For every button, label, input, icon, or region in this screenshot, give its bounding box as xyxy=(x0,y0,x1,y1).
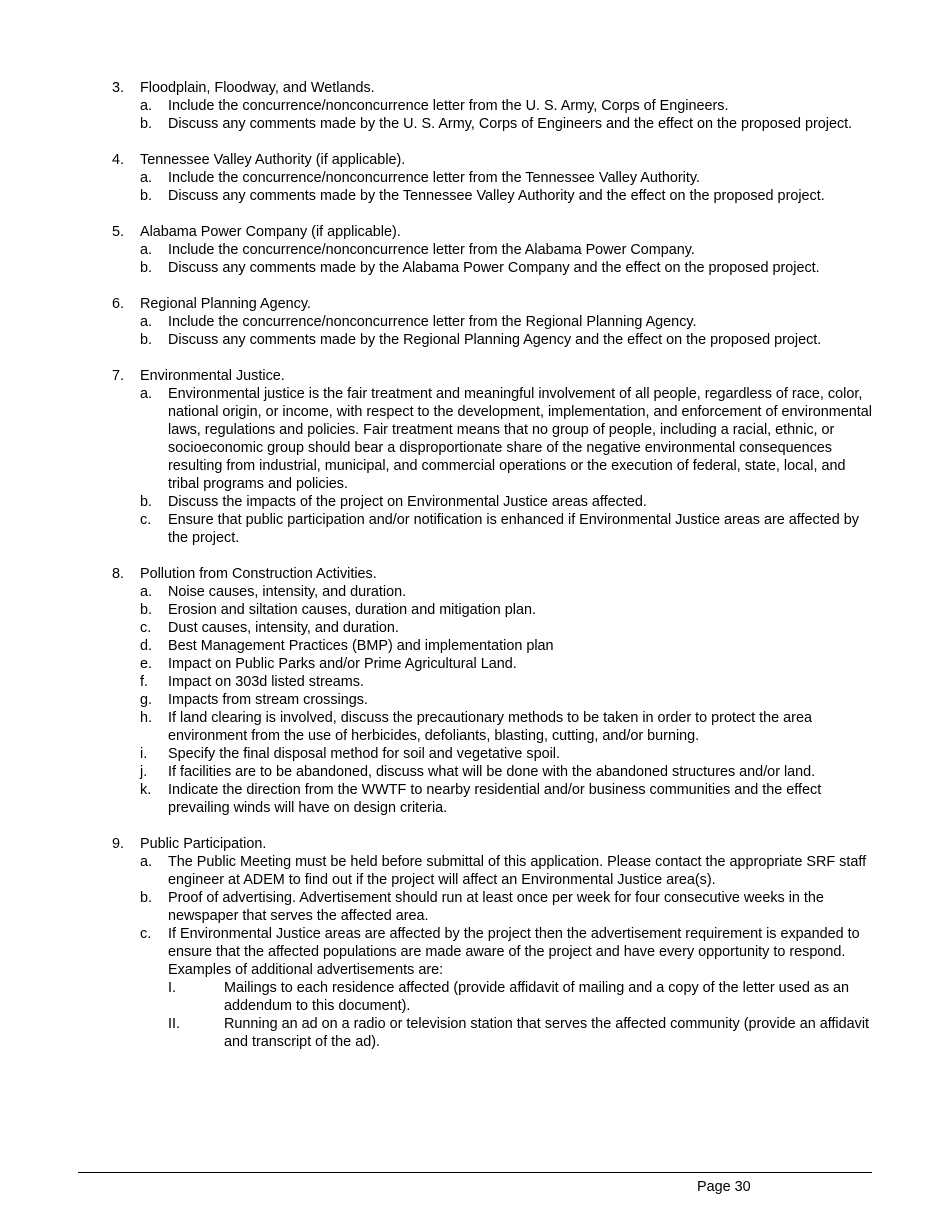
section-number: 8. xyxy=(112,566,125,582)
list-item xyxy=(140,187,876,205)
item-label: d. xyxy=(140,638,153,654)
section-6 xyxy=(112,295,876,349)
section-number: 3. xyxy=(112,80,125,96)
item-text: Include the concurrence/nonconcurrence letter from the Tennessee Valley Authority. xyxy=(168,170,700,186)
list-item xyxy=(140,619,876,637)
item-label: c. xyxy=(140,926,152,942)
item-text: Discuss any comments made by the Regional Planning Agency and the effect on the proposed project. xyxy=(168,332,822,348)
item-text: The Public Meeting must be held before submittal of this application. Please contact the appropriate SRF staff engineer at ADEM to find out if the project will affect an Environmental Justice area(s). xyxy=(168,854,867,888)
item-label: i. xyxy=(140,746,148,762)
list-item xyxy=(140,511,876,547)
item-label: a. xyxy=(140,584,153,600)
document-body xyxy=(112,79,876,1069)
section-3 xyxy=(112,79,876,133)
item-text: Include the concurrence/nonconcurrence letter from the Regional Planning Agency. xyxy=(168,314,697,330)
list-item xyxy=(140,709,876,745)
section-number: 7. xyxy=(112,368,125,384)
list-item xyxy=(140,259,876,277)
item-label: e. xyxy=(140,656,153,672)
item-label: a. xyxy=(140,854,153,870)
list-item xyxy=(140,115,876,133)
list-item xyxy=(140,169,876,187)
item-text: If Environmental Justice areas are affected by the project then the advertisement requirement is expanded to ensure that the affected populations are made aware of the project and have every opportunity to respond. Examples of additional advertisements are: xyxy=(168,926,860,978)
list-item xyxy=(140,655,876,673)
item-text: Noise causes, intensity, and duration. xyxy=(168,584,407,600)
item-text: Include the concurrence/nonconcurrence letter from the U. S. Army, Corps of Engineers. xyxy=(168,98,729,114)
section-title: Alabama Power Company (if applicable). xyxy=(140,224,401,240)
item-label: a. xyxy=(140,242,153,258)
list-item xyxy=(168,979,876,1015)
section-9 xyxy=(112,835,876,1051)
list-item xyxy=(140,745,876,763)
section-5 xyxy=(112,223,876,277)
item-label: b. xyxy=(140,116,153,132)
item-label: b. xyxy=(140,260,153,276)
section-number: 6. xyxy=(112,296,125,312)
item-text: Impact on 303d listed streams. xyxy=(168,674,364,690)
page-number: Page 30 xyxy=(697,1179,751,1195)
item-text: Impact on Public Parks and/or Prime Agricultural Land. xyxy=(168,656,517,672)
item-label: b. xyxy=(140,332,153,348)
item-text: Discuss the impacts of the project on Environmental Justice areas affected. xyxy=(168,494,647,510)
section-4 xyxy=(112,151,876,205)
item-label: a. xyxy=(140,314,153,330)
item-text: Best Management Practices (BMP) and implementation plan xyxy=(168,638,554,654)
section-title: Floodplain, Floodway, and Wetlands. xyxy=(140,80,375,96)
list-item xyxy=(140,241,876,259)
list-item xyxy=(140,889,876,925)
section-number: 9. xyxy=(112,836,125,852)
list-item xyxy=(140,313,876,331)
list-item xyxy=(140,583,876,601)
section-title: Pollution from Construction Activities. xyxy=(140,566,377,582)
item-label: g. xyxy=(140,692,153,708)
item-label: a. xyxy=(140,170,153,186)
item-text: Ensure that public participation and/or notification is enhanced if Environmental Justice areas are affected by the project. xyxy=(168,512,859,546)
list-item xyxy=(140,331,876,349)
item-label: a. xyxy=(140,98,153,114)
item-text: Environmental justice is the fair treatment and meaningful involvement of all people, regardless of race, color, national origin, or income, with respect to the development, implementation, and enforcement of environmental laws, regulations and policies. Fair treatment means that no group of people, including a racial, ethnic, or socioeconomic group should bear a disproportionate share of the negative environmental consequences resulting from industrial, municipal, and commercial operations or the execution of federal, state, local, and tribal programs and policies. xyxy=(168,386,872,492)
item-text: Mailings to each residence affected (provide affidavit of mailing and a copy of the letter used as an addendum to this document). xyxy=(224,980,850,1014)
item-text: If facilities are to be abandoned, discuss what will be done with the abandoned structures and/or land. xyxy=(168,764,816,780)
item-label: b. xyxy=(140,602,153,618)
item-text: Indicate the direction from the WWTF to nearby residential and/or business communities and the effect prevailing winds will have on design criteria. xyxy=(168,782,822,816)
item-text: Discuss any comments made by the U. S. Army, Corps of Engineers and the effect on the proposed project. xyxy=(168,116,853,132)
item-label: II. xyxy=(168,1016,180,1032)
item-text: Specify the final disposal method for soil and vegetative spoil. xyxy=(168,746,560,762)
list-item xyxy=(140,673,876,691)
section-number: 4. xyxy=(112,152,125,168)
section-7 xyxy=(112,367,876,547)
item-text: Impacts from stream crossings. xyxy=(168,692,368,708)
item-label: b. xyxy=(140,890,153,906)
list-item xyxy=(140,385,876,493)
item-text: Erosion and siltation causes, duration and mitigation plan. xyxy=(168,602,536,618)
item-label: j. xyxy=(140,764,148,780)
list-item xyxy=(140,637,876,655)
item-label: b. xyxy=(140,188,153,204)
item-label: c. xyxy=(140,620,152,636)
item-text: Proof of advertising. Advertisement should run at least once per week for four consecutive weeks in the newspaper that serves the affected area. xyxy=(168,890,824,924)
item-label: I. xyxy=(168,980,176,996)
item-label: f. xyxy=(140,674,148,690)
item-label: k. xyxy=(140,782,152,798)
section-title: Environmental Justice. xyxy=(140,368,285,384)
list-item xyxy=(140,763,876,781)
item-text: Running an ad on a radio or television station that serves the affected community (provide an affidavit and transcript of the ad). xyxy=(224,1016,870,1050)
roman-list xyxy=(168,979,876,1051)
section-title: Public Participation. xyxy=(140,836,267,852)
footer-divider xyxy=(78,1172,872,1173)
item-label: h. xyxy=(140,710,153,726)
section-title: Tennessee Valley Authority (if applicable). xyxy=(140,152,406,168)
item-text: Dust causes, intensity, and duration. xyxy=(168,620,399,636)
list-item xyxy=(140,853,876,889)
section-title: Regional Planning Agency. xyxy=(140,296,311,312)
list-item xyxy=(140,97,876,115)
section-number: 5. xyxy=(112,224,125,240)
item-text: Discuss any comments made by the Tennessee Valley Authority and the effect on the proposed project. xyxy=(168,188,825,204)
list-item xyxy=(140,493,876,511)
list-item xyxy=(140,601,876,619)
list-item xyxy=(140,781,876,817)
item-label: c. xyxy=(140,512,152,528)
item-label: a. xyxy=(140,386,153,402)
section-8 xyxy=(112,565,876,817)
list-item xyxy=(168,1015,876,1051)
item-text: Include the concurrence/nonconcurrence letter from the Alabama Power Company. xyxy=(168,242,695,258)
list-item xyxy=(140,691,876,709)
item-label: b. xyxy=(140,494,153,510)
item-text: If land clearing is involved, discuss the precautionary methods to be taken in order to protect the area environment from the use of herbicides, defoliants, blasting, cutting, and/or burning. xyxy=(168,710,812,744)
list-item xyxy=(140,925,876,979)
item-text: Discuss any comments made by the Alabama Power Company and the effect on the proposed project. xyxy=(168,260,820,276)
